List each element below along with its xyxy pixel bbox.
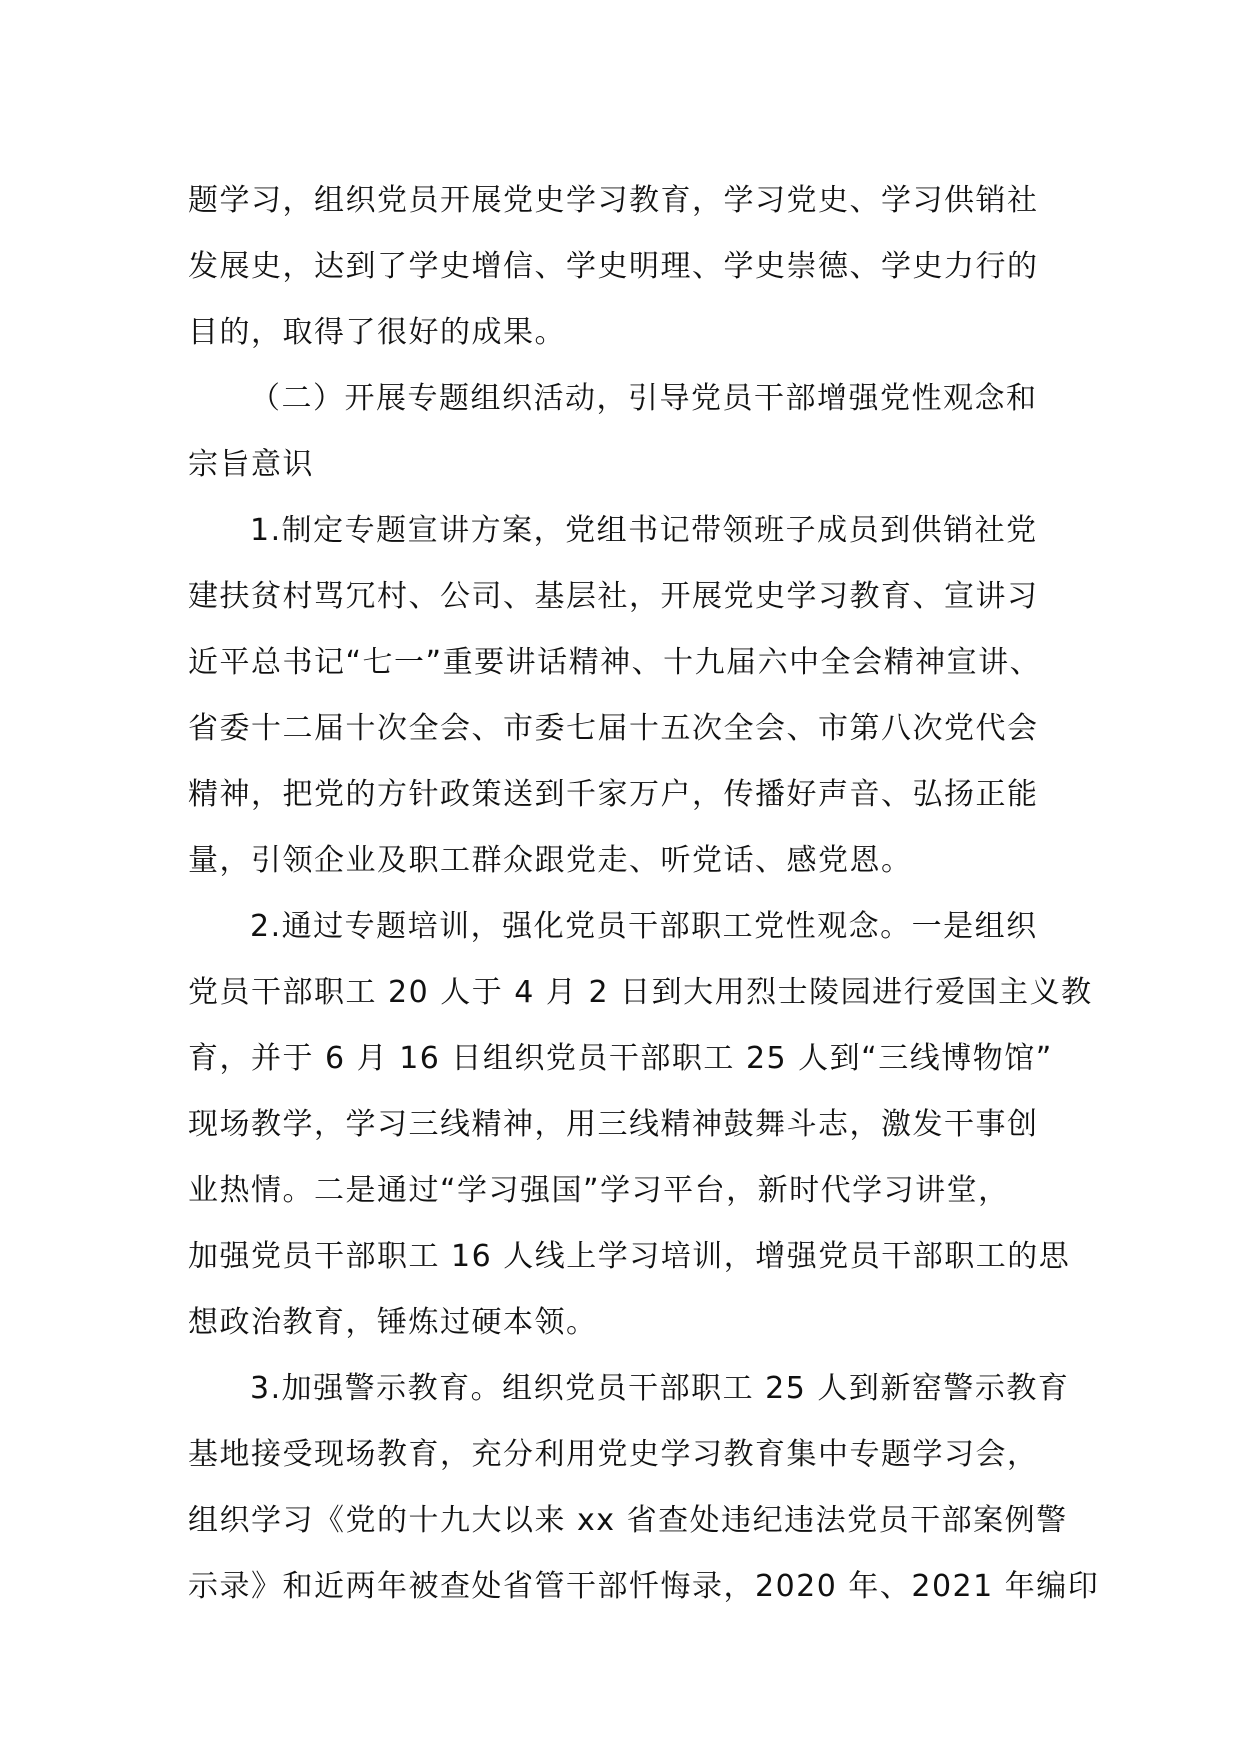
text-line: 3.加强警示教育。组织党员干部职工 25 人到新窑警示教育 [250,1371,1070,1406]
document-body [188,168,1100,1620]
text-line: 省委十二届十次全会、市委七届十五次全会、市第八次党代会 [188,711,1039,746]
text-line: 育，并于 6 月 16 日组织党员干部职工 25 人到“三线博物馆” [188,1041,1053,1076]
text-line: 基地接受现场教育，充分利用党史学习教育集中专题学习会， [188,1437,1039,1472]
text-line: 1.制定专题宣讲方案，党组书记带领班子成员到供销社党 [250,513,1038,548]
text-line: 加强党员干部职工 16 人线上学习培训，增强党员干部职工的思 [188,1239,1071,1274]
text-line: 想政治教育，锤炼过硬本领。 [188,1305,598,1340]
text-line: 近平总书记“七一”重要讲话精神、十九届六中全会精神宣讲、 [188,645,1042,680]
text-line: 2.通过专题培训，强化党员干部职工党性观念。一是组织 [250,909,1038,944]
text-line: 建扶贫村骂冗村、公司、基层社，开展党史学习教育、宣讲习 [188,579,1039,614]
text-line: 目的，取得了很好的成果。 [188,315,566,350]
text-line: 示录》和近两年被查处省管干部忏悔录，2020 年、2021 年编印 [188,1569,1100,1604]
text-line: （二）开展专题组织活动，引导党员干部增强党性观念和 [250,381,1038,416]
text-line: 精神，把党的方针政策送到千家万户，传播好声音、弘扬正能 [188,777,1039,812]
text-line: 宗旨意识 [188,447,314,482]
text-line: 发展史，达到了学史增信、学史明理、学史崇德、学史力行的 [188,249,1039,284]
text-line: 组织学习《党的十九大以来 xx 省查处违纪违法党员干部案例警 [188,1503,1068,1538]
text-line: 题学习，组织党员开展党史学习教育，学习党史、学习供销社 [188,183,1039,218]
text-line: 党员干部职工 20 人于 4 月 2 日到大用烈士陵园进行爱国主义教 [188,975,1093,1010]
text-line: 量，引领企业及职工群众跟党走、听党话、感党恩。 [188,843,913,878]
text-line: 现场教学，学习三线精神，用三线精神鼓舞斗志，激发干事创 [188,1107,1039,1142]
text-line: 业热情。二是通过“学习强国”学习平台，新时代学习讲堂， [188,1173,1010,1208]
